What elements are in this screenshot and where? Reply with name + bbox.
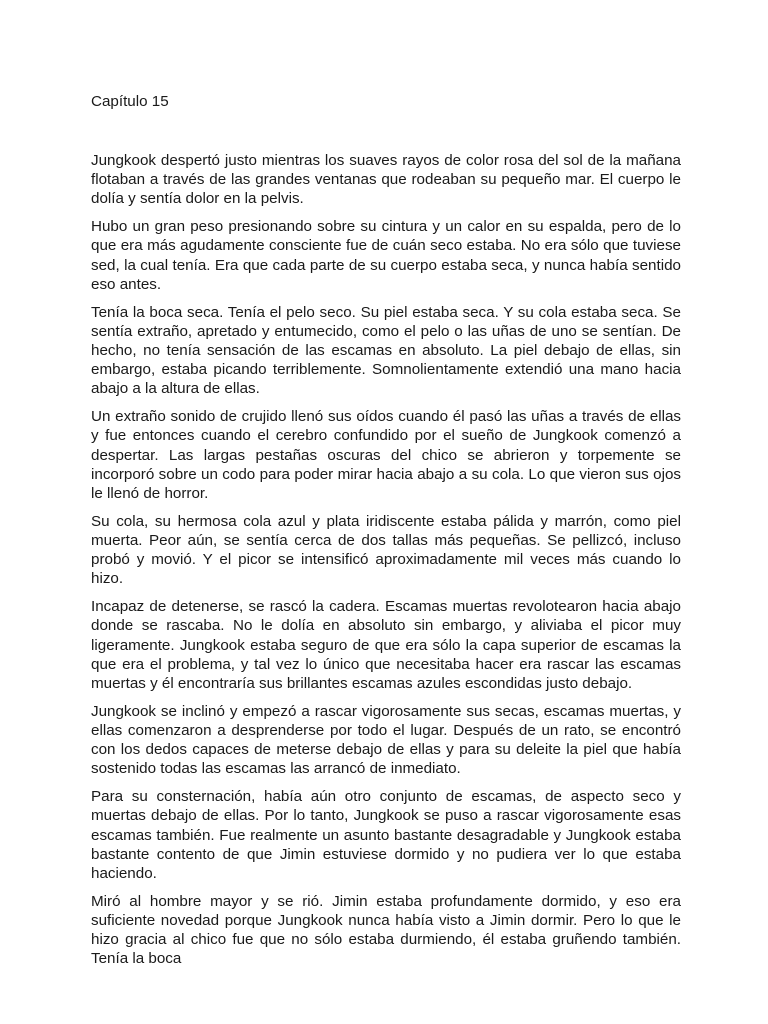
chapter-body [91, 151, 681, 977]
paragraph: Miró al hombre mayor y se rió. Jimin estaba profundamente dormido, y eso era suficiente novedad porque Jungkook nunca había visto a Jimin dormir. Pero lo que le hizo gracia al chico fue que no sólo estaba durmiendo, él estaba gruñendo también. Tenía la boca [91, 892, 681, 968]
paragraph: Jungkook se inclinó y empezó a rascar vigorosamente sus secas, escamas muertas, y ellas comenzaron a desprenderse por todo el lugar. Después de un rato, se encontró con los dedos capaces de meterse debajo de ellas y para su deleite la piel que había sostenido todas las escamas las arrancó de inmediato. [91, 702, 681, 778]
paragraph: Un extraño sonido de crujido llenó sus oídos cuando él pasó las uñas a través de ellas y fue entonces cuando el cerebro confundido por el sueño de Jungkook comenzó a despertar. Las largas pestañas oscuras del chico se abrieron y torpemente se incorporó sobre un codo para poder mirar hacia abajo a su cola. Lo que vieron sus ojos le llenó de horror. [91, 408, 681, 503]
paragraph: Su cola, su hermosa cola azul y plata iridiscente estaba pálida y marrón, como piel muerta. Peor aún, se sentía cerca de dos tallas más pequeñas. Se pellizcó, incluso probó y movió. Y el picor se intensificó aproximadamente mil veces más cuando lo hizo. [91, 512, 681, 588]
paragraph: Para su consternación, había aún otro conjunto de escamas, de aspecto seco y muertas debajo de ellas. Por lo tanto, Jungkook se puso a rascar vigorosamente esas escamas también. Fue realmente un asunto bastante desagradable y Jungkook estaba bastante contento de que Jimin estuviese dormido y no pudiera ver lo que estaba haciendo. [91, 788, 681, 883]
paragraph: Jungkook despertó justo mientras los suaves rayos de color rosa del sol de la mañana flotaban a través de las grandes ventanas que rodeaban su pequeño mar. El cuerpo le dolía y sentía dolor en la pelvis. [91, 152, 681, 208]
chapter-title: Capítulo 15 [91, 93, 169, 110]
paragraph: Incapaz de detenerse, se rascó la cadera. Escamas muertas revolotearon hacia abajo donde se rascaba. No le dolía en absoluto sin embargo, y aliviaba el picor muy ligeramente. Jungkook estaba seguro de que era sólo la capa superior de escamas la que era el problema, y tal vez lo único que necesitaba hacer era rascar las escamas muertas y él encontraría sus brillantes escamas azules escondidas justo debajo. [91, 598, 681, 693]
paragraph: Hubo un gran peso presionando sobre su cintura y un calor en su espalda, pero de lo que era más agudamente consciente fue de cuán seco estaba. No era sólo que tuviese sed, la cual tenía. Era que cada parte de su cuerpo estaba seca, y nunca había sentido eso antes. [91, 218, 681, 293]
paragraph: Tenía la boca seca. Tenía el pelo seco. Su piel estaba seca. Y su cola estaba seca. Se sentía extraño, apretado y entumecido, como el pelo o las uñas de uno se sentían. De hecho, no tenía sensación de las escamas en absoluto. La piel debajo de ellas, sin embargo, estaba picando terriblemente. Somnolientamente extendió una mano hacia abajo a la altura de ellas. [91, 303, 681, 398]
